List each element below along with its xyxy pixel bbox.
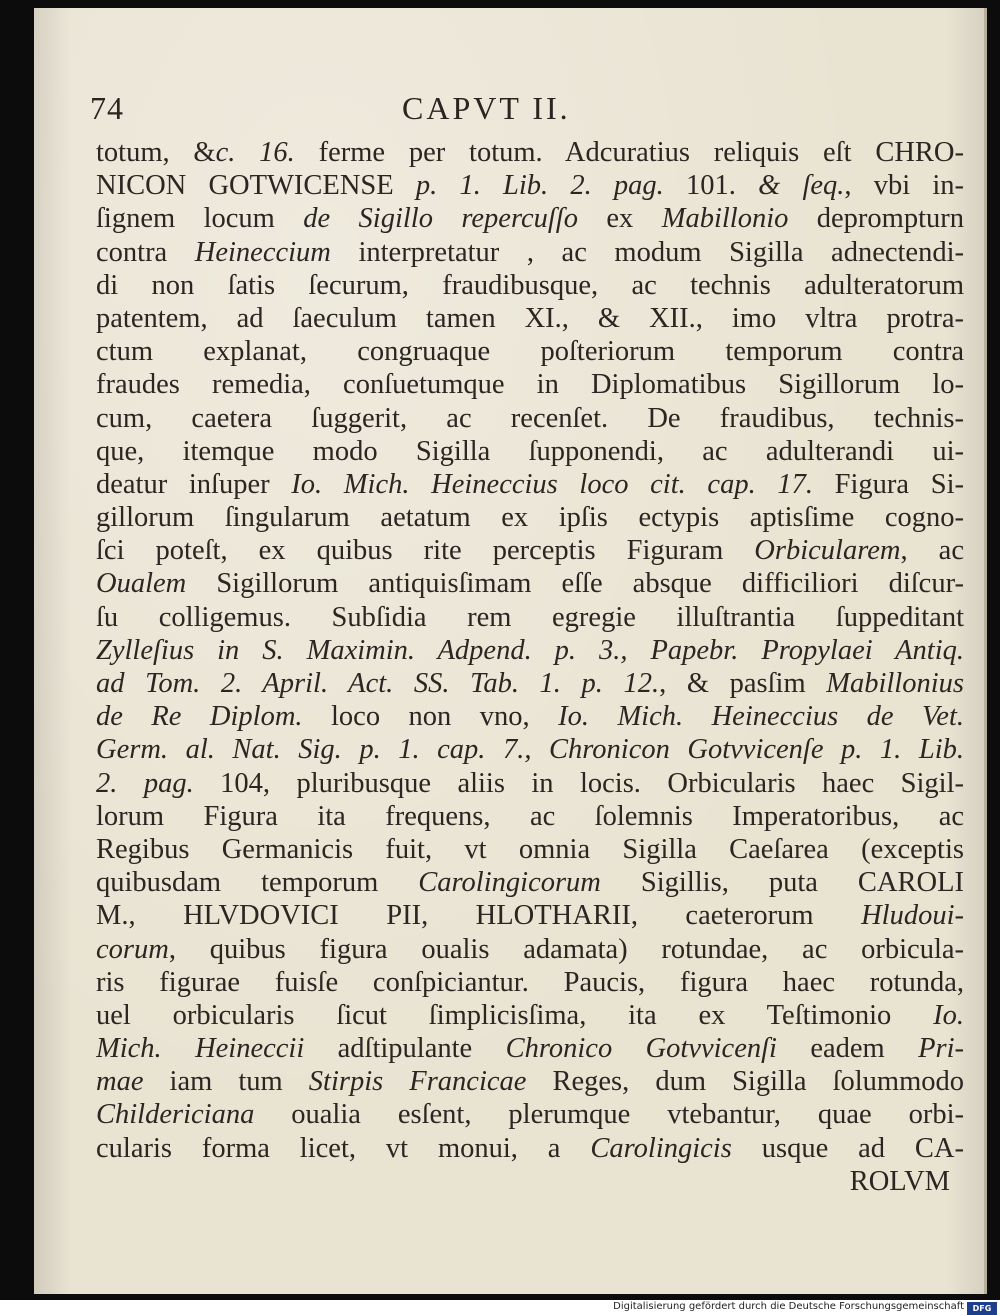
text-line [96, 733, 964, 766]
text-line [96, 236, 964, 269]
italic-segment: de Sigillo repercuſſo [303, 203, 578, 235]
text-segment: di non ſatis ſecurum, fraudibusque, ac technis adulteratorum [96, 269, 964, 301]
text-line [96, 335, 964, 368]
text-segment: 104, pluribusque aliis in locis. Orbicularis haec Sigil- [193, 767, 964, 799]
italic-segment: Io. Mich. Heineccius loco cit. cap. 17. [291, 468, 813, 500]
italic-segment: Mabillonio [661, 203, 789, 235]
text-line [96, 800, 964, 833]
text-segment: cularis forma licet, vt monui, a [96, 1132, 591, 1164]
text-line [96, 933, 964, 966]
text-line [96, 169, 964, 202]
text-segment: que, itemque modo Sigilla ſupponendi, ac adulterandi ui- [96, 435, 964, 467]
italic-segment: Stirpis Francicae [308, 1066, 527, 1098]
text-line [96, 468, 964, 501]
text-line [96, 567, 964, 600]
text-segment: cum, caetera ſuggerit, ac recenſet. De fraudibus, technis- [96, 402, 964, 434]
text-segment: contra [96, 236, 195, 268]
text-line [96, 501, 964, 534]
text-segment: fraudes remedia, conſuetumque in Diplomatibus Sigillorum lo- [96, 369, 964, 401]
text-segment: Reges, dum Sigilla ſolummodo [526, 1066, 964, 1098]
text-segment: M., HLVDOVICI PII, HLOTHARII, caeterorum [96, 900, 862, 932]
text-line [96, 1065, 964, 1098]
text-segment: , ac [900, 535, 964, 567]
text-line [96, 1032, 964, 1065]
text-segment: oualia esſent, plerumque vtebantur, quae orbi- [254, 1099, 964, 1131]
text-line [96, 634, 964, 667]
text-segment: eadem [776, 1033, 919, 1065]
body-text [96, 136, 964, 1198]
text-segment: ROLVM [849, 1165, 950, 1197]
text-segment: deatur inſuper [96, 468, 292, 500]
text-segment: gillorum ſingularum aetatum ex ipſis ectypis aptisſime cogno- [96, 502, 964, 534]
text-segment: NICON GOTWICENSE [96, 170, 394, 202]
text-line [96, 1132, 964, 1165]
italic-segment: Carolingicorum [418, 867, 601, 899]
running-head: CAPVT II. [402, 90, 571, 126]
text-line [96, 700, 964, 733]
italic-segment: corum [96, 933, 169, 965]
italic-segment: Heineccium [194, 236, 331, 268]
text-line [96, 435, 964, 468]
footer-credit: Digitalisierung gefördert durch die Deutsche Forschungsgemeinschaft [613, 1301, 964, 1312]
text-segment: patentem, ad ſaeculum tamen XI., & XII., imo vltra protra- [96, 302, 964, 334]
italic-segment: Mabillonius [826, 668, 964, 699]
text-segment: Sigillis, puta CAROLI [600, 867, 964, 899]
text-segment: ex [577, 203, 662, 235]
italic-segment: p. 1. Lib. 2. pag. [393, 170, 664, 202]
text-segment: ferme per totum. Adcuratius reliquis eſt CHRO- [294, 137, 964, 168]
text-segment: usque ad CA- [731, 1132, 964, 1164]
italic-segment: Carolingicis [590, 1132, 732, 1164]
text-segment: 101. [663, 170, 759, 202]
text-line [96, 767, 964, 800]
text-line [96, 601, 964, 634]
text-line [96, 667, 964, 700]
italic-segment: c. 16. [215, 137, 295, 168]
text-segment: Figura Si- [813, 468, 964, 500]
text-line [96, 1098, 964, 1131]
text-line [96, 966, 964, 999]
italic-segment: Mich. Heineccii [96, 1033, 305, 1065]
italic-segment: Oualem [96, 568, 187, 600]
text-line [96, 534, 964, 567]
italic-segment: & ſeq. [758, 170, 845, 202]
text-segment: quibusdam temporum [96, 867, 419, 899]
text-line [96, 1165, 964, 1198]
italic-segment: Zylleſius in S. Maximin. Adpend. p. 3., Papebr. Propylaei Antiq. [96, 634, 964, 666]
italic-segment: Germ. al. Nat. Sig. p. 1. cap. 7., Chronicon Gotvvicenſe p. 1. Lib. [96, 734, 964, 766]
italic-segment: 2. pag. [96, 767, 194, 799]
italic-segment: Chronico Gotvvicenſi [505, 1033, 777, 1065]
text-segment: loco non vno, [302, 701, 559, 733]
text-line [96, 866, 964, 899]
text-segment: ſu colligemus. Subſidia rem egregie illuſtrantia ſuppeditant [96, 601, 964, 633]
italic-segment: Hludoui- [861, 900, 964, 932]
text-segment: iam tum [143, 1066, 309, 1098]
text-line [96, 136, 964, 169]
text-segment: deprompturn [788, 203, 964, 235]
text-segment: ſci poteſt, ex quibus rite perceptis Figuram [96, 535, 755, 567]
text-segment: ris figurae fuisſe conſpiciantur. Paucis, figura haec rotunda, [96, 966, 964, 998]
dfg-logo-icon: DFG [967, 1302, 997, 1315]
text-segment: totum, & [96, 137, 216, 168]
text-line [96, 368, 964, 401]
text-segment: , quibus figura oualis adamata) rotundae, ac orbicula- [168, 933, 964, 965]
text-segment: Sigillorum antiquisſimam eſſe absque difficiliori diſcur- [186, 568, 964, 600]
text-segment: interpretatur , ac modum Sigilla adnectendi- [330, 236, 964, 268]
text-line [96, 833, 964, 866]
page-number: 74 [90, 90, 124, 126]
text-segment: uel orbicularis ſicut ſimplicisſima, ita ex Teſtimonio [96, 999, 934, 1031]
text-line [96, 302, 964, 335]
text-segment: ſignem locum [96, 203, 304, 235]
italic-segment: Io. Mich. Heineccius de Vet. [558, 701, 964, 733]
italic-segment: Pri- [918, 1033, 964, 1065]
italic-segment: Io. [933, 999, 964, 1031]
text-segment: ctum explanat, congruaque poſteriorum temporum contra [96, 336, 964, 368]
text-segment: adſtipulante [304, 1033, 506, 1065]
text-segment: Regibus Germanicis fuit, vt omnia Sigilla Caeſarea (exceptis [96, 833, 964, 865]
text-line [96, 899, 964, 932]
text-line [96, 202, 964, 235]
text-line [96, 269, 964, 302]
text-segment: lorum Figura ita frequens, ac ſolemnis Imperatoribus, ac [96, 800, 964, 832]
text-segment: , & pasſim [659, 668, 827, 699]
italic-segment: mae [96, 1066, 144, 1098]
italic-segment: Orbicularem [754, 535, 901, 567]
footer-bar [0, 1300, 1000, 1315]
text-line [96, 402, 964, 435]
text-segment: , vbi in- [844, 170, 964, 202]
italic-segment: ad Tom. 2. April. Act. SS. Tab. 1. p. 12. [96, 668, 660, 699]
italic-segment: de Re Diplom. [96, 701, 303, 733]
text-line [96, 999, 964, 1032]
italic-segment: Childericiana [96, 1099, 255, 1131]
book-page [34, 8, 987, 1294]
